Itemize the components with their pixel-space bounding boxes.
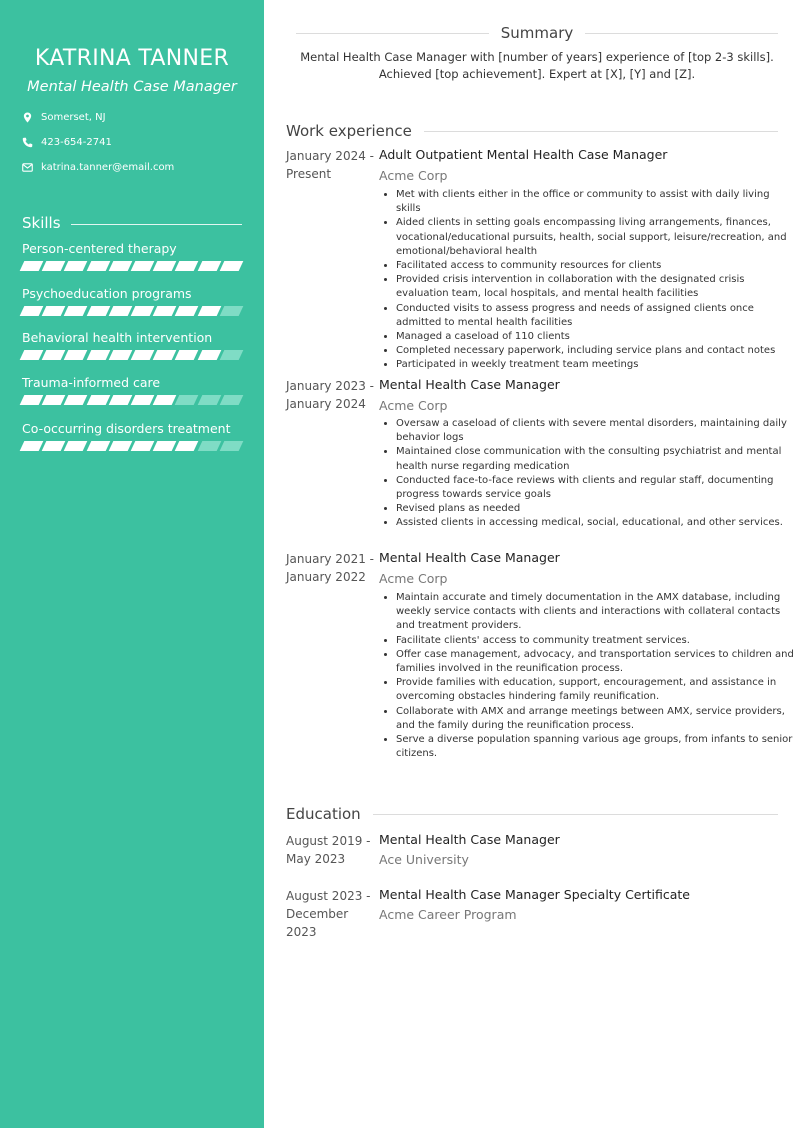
bullet-item: • Offer case management, advocacy, and transportation services to children and families involved in the reunification process.	[396, 648, 795, 676]
education-school: Ace University	[379, 852, 469, 867]
skill-segment-filled	[175, 261, 199, 271]
skill-level-bar	[22, 350, 244, 360]
summary-text: Mental Health Case Manager with [number of years] experience of [top 2-3 skills]. Achieved [top achievement]. Expert at [X], [Y] and [Z].	[300, 50, 774, 81]
job-date: January 2024 - Present	[286, 149, 374, 181]
skill-level-bar	[22, 395, 244, 405]
skill-label: Psychoeducation programs	[22, 286, 192, 301]
skill-segment-filled	[131, 306, 155, 316]
skill-segment-empty	[219, 350, 243, 360]
skill-segment-filled	[175, 306, 199, 316]
contact-email	[22, 162, 174, 173]
bullet-item: • Completed necessary paperwork, including service plans and contact notes	[396, 344, 795, 358]
skill-segment-filled	[42, 261, 66, 271]
bullet-item: • Conducted face-to-face reviews with clients and regular staff, documenting progress towards service goals	[396, 474, 795, 502]
summary-divider-left	[296, 33, 489, 34]
education-heading-text: Education	[286, 805, 361, 823]
job-bullets	[379, 591, 795, 761]
skill-segment-filled	[42, 350, 66, 360]
skill-segment-filled	[153, 395, 177, 405]
skill-segment-filled	[219, 261, 243, 271]
skills-divider	[71, 224, 242, 225]
education-heading	[286, 805, 778, 823]
skill-segment-filled	[108, 350, 132, 360]
bullet-item: • Conducted visits to assess progress and needs of assigned clients once admitted to mental health facilities	[396, 302, 795, 330]
skill-segment-filled	[131, 441, 155, 451]
skill-segment-filled	[153, 306, 177, 316]
bullet-item: • Facilitate clients' access to community treatment services.	[396, 634, 795, 648]
work-heading	[286, 122, 778, 140]
bullet-item: • Maintain accurate and timely documentation in the AMX database, including weekly service contacts with clients and interactions with collateral contacts and treatment providers.	[396, 591, 795, 634]
skill-segment-filled	[108, 395, 132, 405]
skill-segment-filled	[20, 441, 44, 451]
skills-heading-text: Skills	[22, 214, 61, 232]
skill-segment-filled	[131, 350, 155, 360]
skill-segment-filled	[108, 306, 132, 316]
skill-segment-filled	[20, 395, 44, 405]
email-text[interactable]: katrina.tanner@email.com	[41, 162, 175, 173]
skill-label: Person-centered therapy	[22, 241, 177, 256]
bullet-item: • Participated in weekly treatment team meetings	[396, 358, 795, 372]
envelope-icon	[22, 162, 33, 173]
job-role: Mental Health Case Manager	[379, 377, 560, 392]
candidate-title: Mental Health Case Manager	[27, 79, 237, 95]
bullet-item: • Maintained close communication with the consulting psychiatrist and mental health nurse regarding medication	[396, 445, 795, 473]
candidate-name: KATRINA TANNER	[34, 46, 230, 71]
work-divider	[424, 131, 778, 132]
summary-divider-right	[585, 33, 778, 34]
skill-item	[22, 421, 244, 451]
skill-segment-empty	[219, 441, 243, 451]
location-text: Somerset, NJ	[41, 112, 106, 123]
summary-heading	[296, 24, 778, 42]
education-date: August 2019 - May 2023	[286, 834, 371, 866]
skill-segment-filled	[42, 441, 66, 451]
skill-segment-filled	[131, 261, 155, 271]
skill-label: Co-occurring disorders treatment	[22, 421, 231, 436]
bullet-item: • Aided clients in setting goals encompassing living arrangements, finances, vocational/educational pursuits, health, social support, leisure/recreation, and emotional/behavioral health	[396, 216, 795, 259]
skill-segment-filled	[42, 395, 66, 405]
skill-segment-empty	[197, 441, 221, 451]
bullet-item: • Serve a diverse population spanning various age groups, from infants to senior citizens.	[396, 733, 795, 761]
bullet-item: • Oversaw a caseload of clients with severe mental disorders, maintaining daily behavior logs	[396, 417, 795, 445]
bullet-item: • Met with clients either in the office or community to assist with daily living skills	[396, 188, 795, 216]
bullet-item: • Revised plans as needed	[396, 502, 795, 516]
skill-segment-filled	[20, 350, 44, 360]
job-date: January 2021 - January 2022	[286, 552, 374, 584]
skill-segment-filled	[131, 395, 155, 405]
skill-item	[22, 330, 244, 360]
skill-segment-filled	[108, 441, 132, 451]
skill-segment-filled	[64, 306, 88, 316]
job-org: Acme Corp	[379, 398, 448, 413]
contact-phone	[22, 137, 112, 148]
education-degree: Mental Health Case Manager Specialty Certificate	[379, 887, 690, 902]
location-pin-icon	[22, 112, 33, 123]
skill-segment-filled	[175, 441, 199, 451]
sidebar	[0, 0, 264, 1128]
phone-text[interactable]: 423-654-2741	[41, 137, 112, 148]
phone-icon	[22, 137, 33, 148]
skill-segment-filled	[86, 395, 110, 405]
bullet-item: • Provide families with education, support, encouragement, and assistance in overcoming obstacles hindering family reunification.	[396, 676, 795, 704]
skill-segment-filled	[197, 350, 221, 360]
education-degree: Mental Health Case Manager	[379, 832, 560, 847]
job-org: Acme Corp	[379, 168, 448, 183]
skill-level-bar	[22, 306, 244, 316]
skill-segment-filled	[197, 261, 221, 271]
skill-label: Trauma-informed care	[22, 375, 161, 390]
skill-item	[22, 286, 244, 316]
skills-heading	[22, 214, 242, 232]
contact-location	[22, 112, 106, 123]
skill-segment-filled	[64, 395, 88, 405]
skill-segment-filled	[153, 350, 177, 360]
skill-segment-filled	[86, 350, 110, 360]
skill-segment-filled	[20, 261, 44, 271]
summary-heading-text: Summary	[500, 24, 574, 42]
job-date: January 2023 - January 2024	[286, 379, 374, 411]
job-role: Mental Health Case Manager	[379, 550, 560, 565]
skill-item	[22, 375, 244, 405]
skill-segment-filled	[108, 261, 132, 271]
bullet-item: • Collaborate with AMX and arrange meetings between AMX, service providers, and the family during the reunification process.	[396, 705, 795, 733]
bullet-item: • Provided crisis intervention in collaboration with the designated crisis evaluation team, local hospitals, and mental health facilities	[396, 273, 795, 301]
skill-segment-empty	[175, 395, 199, 405]
job-bullets	[379, 188, 795, 373]
skill-segment-filled	[64, 441, 88, 451]
skill-segment-empty	[197, 395, 221, 405]
skill-segment-filled	[86, 261, 110, 271]
skill-segment-filled	[86, 306, 110, 316]
education-school: Acme Career Program	[379, 907, 517, 922]
skill-segment-filled	[153, 441, 177, 451]
skill-item	[22, 241, 244, 271]
skill-level-bar	[22, 261, 244, 271]
skill-segment-filled	[20, 306, 44, 316]
skill-segment-empty	[219, 306, 243, 316]
job-bullets	[379, 417, 795, 531]
bullet-item: • Assisted clients in accessing medical, social, educational, and other services.	[396, 516, 795, 530]
bullet-item: • Managed a caseload of 110 clients	[396, 330, 795, 344]
skill-label: Behavioral health intervention	[22, 330, 213, 345]
skill-segment-filled	[197, 306, 221, 316]
skill-segment-empty	[219, 395, 243, 405]
skill-segment-filled	[42, 306, 66, 316]
job-org: Acme Corp	[379, 571, 448, 586]
skill-level-bar	[22, 441, 244, 451]
skill-segment-filled	[64, 261, 88, 271]
skill-segment-filled	[153, 261, 177, 271]
skill-segment-filled	[86, 441, 110, 451]
work-heading-text: Work experience	[286, 122, 412, 140]
skill-segment-filled	[175, 350, 199, 360]
education-divider	[373, 814, 778, 815]
bullet-item: • Facilitated access to community resources for clients	[396, 259, 795, 273]
job-role: Adult Outpatient Mental Health Case Manager	[379, 147, 668, 162]
skill-segment-filled	[64, 350, 88, 360]
education-date: August 2023 - December 2023	[286, 889, 371, 939]
